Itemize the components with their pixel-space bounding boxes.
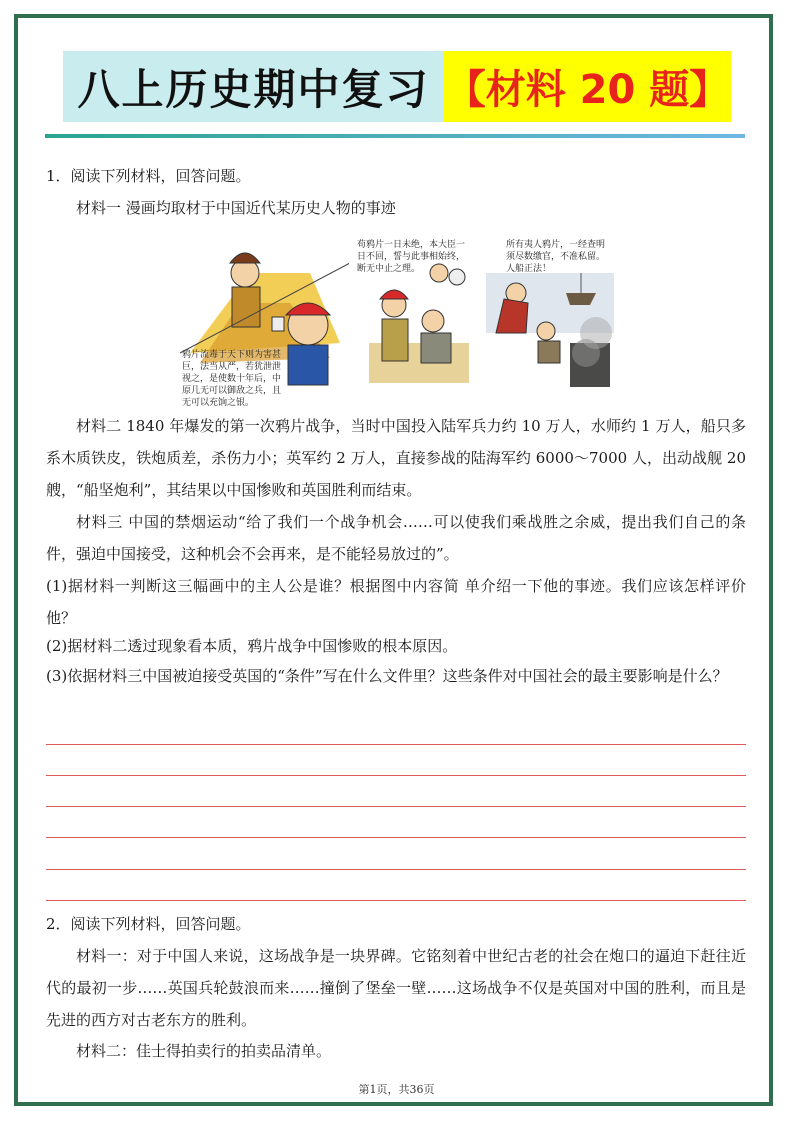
page-subtitle-badge: 【材料 20 题】 (444, 51, 731, 122)
q1-material-2: 材料二 1840 年爆发的第一次鸦片战争，当时中国投入陆军兵力约 10 万人，水师约 1 万人，船只多系木质铁皮，铁炮质差，杀伤力小；英军约 2 万人，直接参战的陆海军约 6000～7000 人，出动战舰 20 艘，“船坚炮利”，其结果以中国惨败和英国胜利而结束。 (46, 417, 746, 499)
cartoon-3 (486, 233, 614, 395)
answer-line[interactable] (46, 775, 746, 776)
title-divider (45, 134, 745, 138)
answer-line[interactable] (46, 869, 746, 870)
answer-line[interactable] (46, 744, 746, 745)
q1-material-1: 材料一 漫画均取材于中国近代某历史人物的事迹 (76, 199, 396, 217)
cartoon-2-caption: 苟鸦片一日未绝，本大臣一日不回，誓与此事相始终，断无中止之理。 (357, 240, 466, 274)
answer-line[interactable] (46, 900, 746, 901)
q2-stem: 2．阅读下列材料，回答问题。 (46, 915, 251, 933)
page-title: 八上历史期中复习 (63, 51, 444, 122)
cartoon-1 (180, 233, 350, 408)
q1-sub-question-2: (2)据材料二透过现象看本质，鸦片战争中国惨败的根本原因。 (46, 637, 458, 655)
q2-material-1: 材料一：对于中国人来说，这场战争是一块界碑。它铭刻着中世纪古老的社会在炮口的逼迫下赶往近代的最初一步……英国兵轮鼓浪而来……撞倒了堡垒一壁……这场战争不仅是英国对中国的胜利，而且是先进的西方对古老东方的胜利。 (46, 947, 746, 1029)
q1-sub-question-3: (3)依据材料三中国被迫接受英国的“条件”写在什么文件里？这些条件对中国社会的最主要影响是什么？ (46, 667, 728, 685)
page-number: 第1页，共36页 (358, 1083, 435, 1096)
q1-material-3: 材料三 中国的禁烟运动“给了我们一个战争机会……可以使我们乘战胜之余威，提出我们自己的条件，强迫中国接受，这种机会不会再来，是不能轻易放过的”。 (46, 513, 746, 563)
q1-sub-question-1: (1)据材料一判断这三幅画中的主人公是谁？根据图中内容简 单介绍一下他的事迹。我们应该怎样评价他？ (46, 577, 746, 627)
q1-stem: 1．阅读下列材料，回答问题。 (46, 167, 251, 185)
cartoon-3-caption: 所有夷人鸦片，一经查明须尽数缴官，不准私留。人船正法！ (506, 240, 606, 274)
answer-line[interactable] (46, 837, 746, 838)
q2-material-2: 材料二：佳士得拍卖行的拍卖品清单。 (76, 1042, 332, 1060)
cartoon-1-caption: 鸦片流毒于天下则为害甚巨，法当从严，若犹泄泄视之，是使数十年后，中原几无可以御敌之兵，且无可以充饷之银。 (182, 350, 282, 408)
cartoon-2 (349, 233, 477, 395)
answer-line[interactable] (46, 806, 746, 807)
